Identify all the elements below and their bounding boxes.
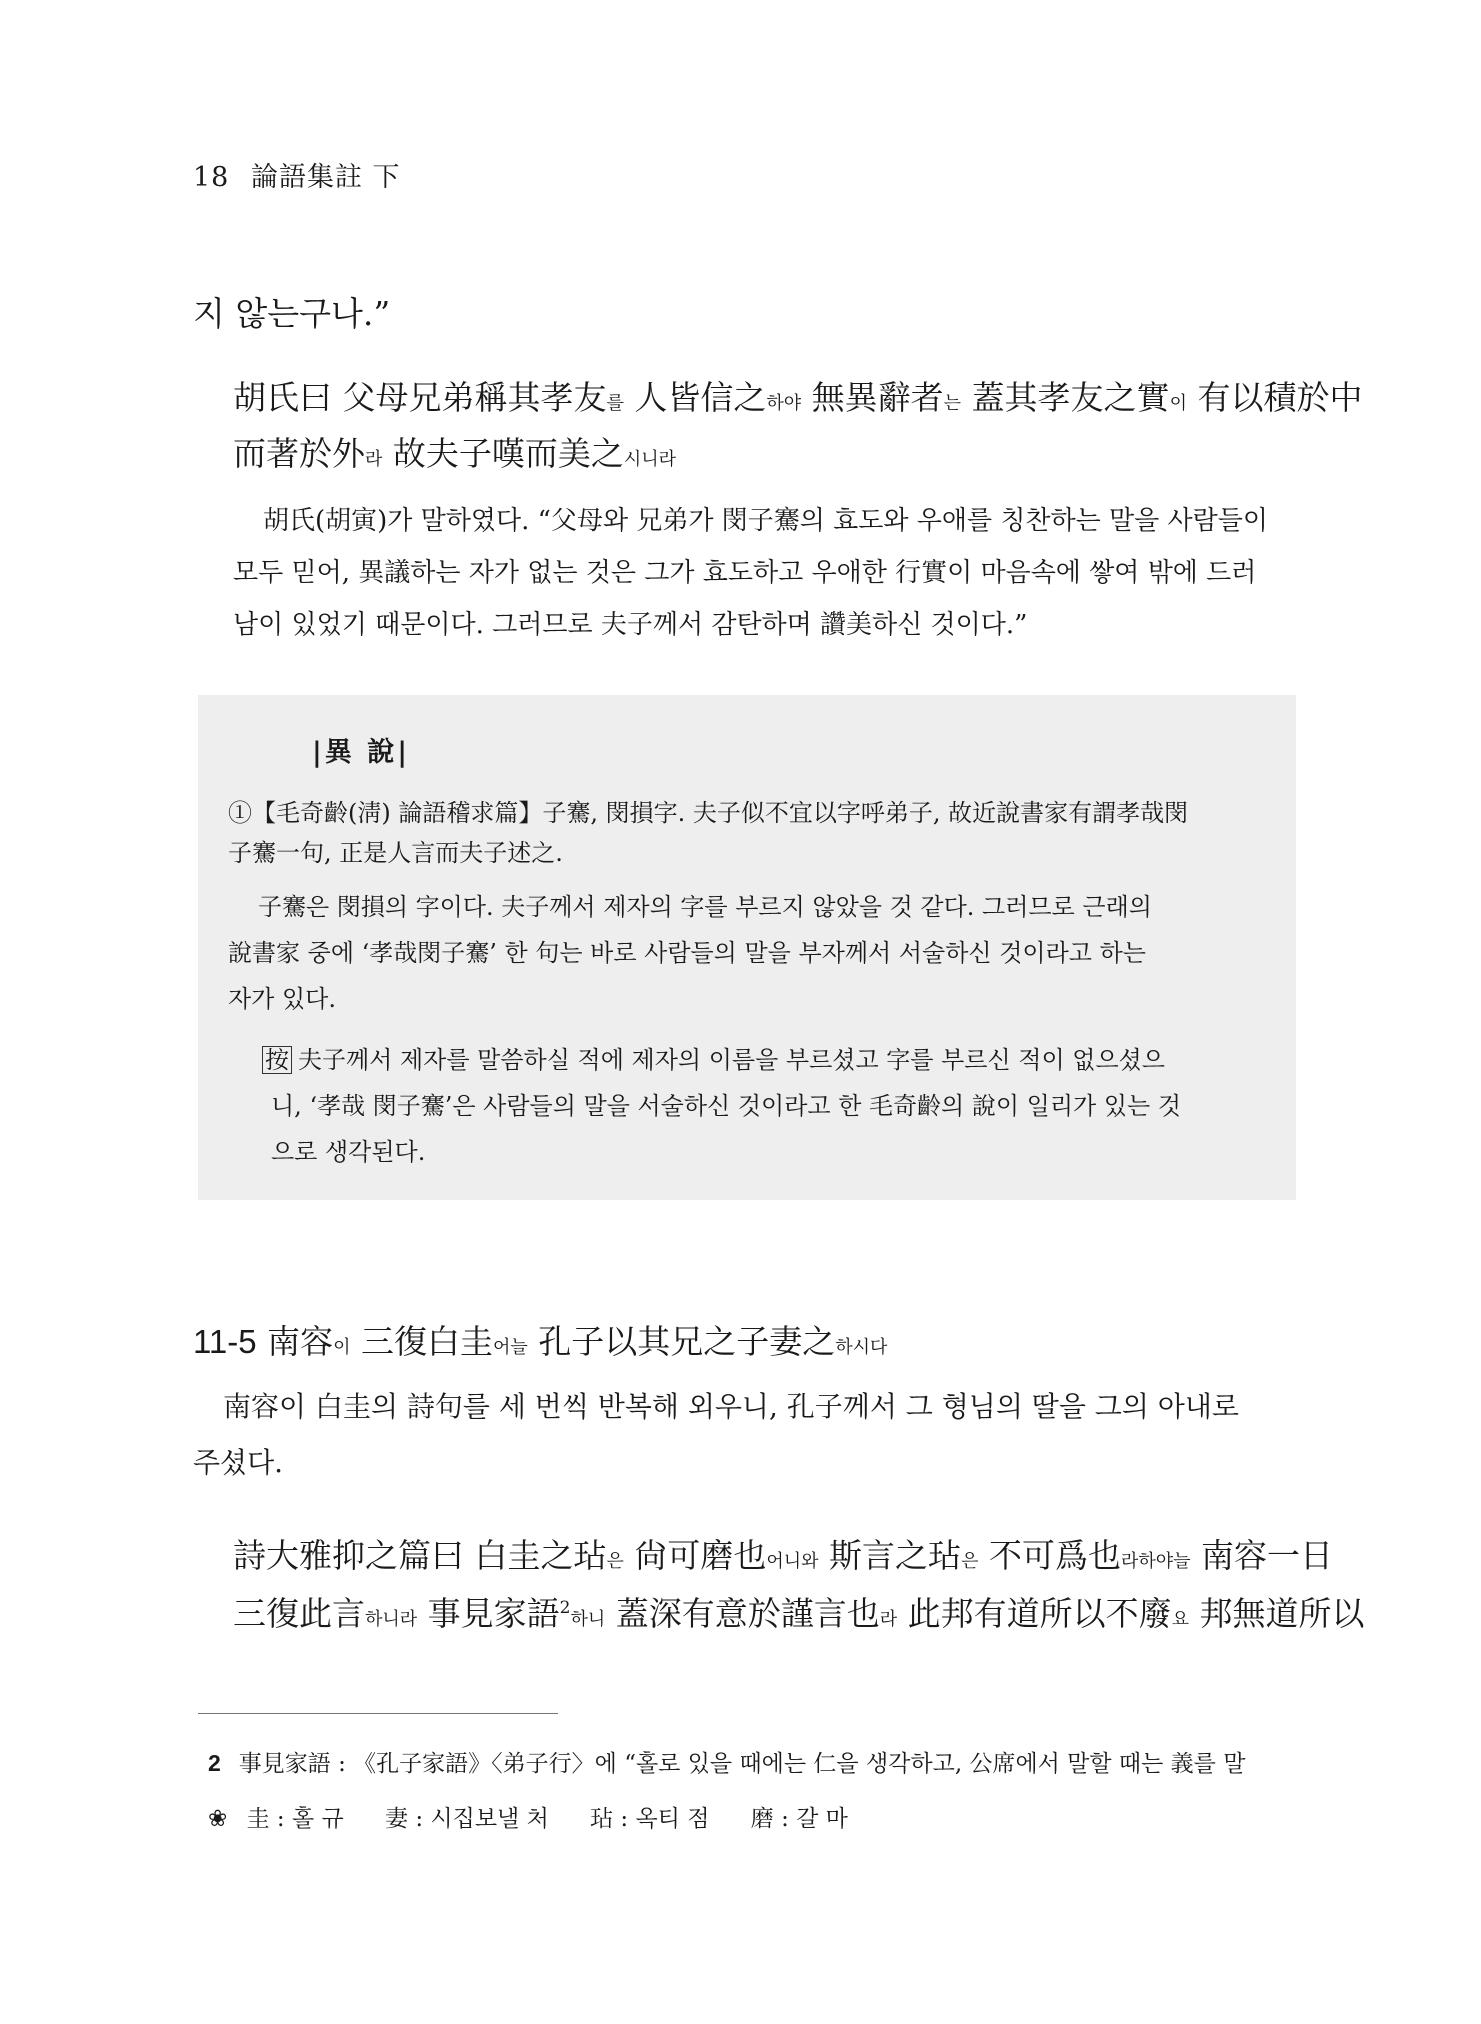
footnote-rule (198, 1713, 558, 1714)
ishuo-title: |異 說| (312, 737, 411, 768)
continuation-text: 지 않는구나.” (193, 294, 391, 333)
commentary-hu-line-1: 胡氏曰 父母兄弟稱其孝友를 人皆信之하야 無異辭者는 蓋其孝友之實이 有以積於中 (233, 378, 1363, 417)
footnote: 2 事見家語 : 《孔子家語》〈弟子行〉에 “홀로 있을 때에는 仁을 생각하고, 公席에서 말할 때는 義를 말 (208, 1750, 1246, 1777)
commentary-hu (233, 372, 1363, 482)
ishuo-item-1: ①【毛奇齡(淸) 論語稽求篇】子騫, 閔損字. 夫子似不宜以字呼弟子, 故近說書家有謂孝哉閔 子騫一句, 正是人言而夫子述之. (228, 799, 1189, 867)
page-number: 18 (193, 162, 230, 193)
commentary-hu-line-2: 而著於外라 故夫子嘆而美之시니라 (233, 434, 677, 473)
book-title: 論語集註 下 (250, 162, 401, 193)
commentary-hu-translation: 胡氏(胡寅)가 말하였다. “父母와 兄弟가 閔子騫의 효도와 우애를 칭찬하는 말을 사람들이 모두 믿어, 異議하는 자가 없는 것은 그가 효도하고 우애한 行實이 마음속에 쌓여 밖에 드러 남이 있었기 때문이다. 그러므로 夫子께서 감탄하며 讚美하신 것이다.” (233, 506, 1269, 640)
running-header (193, 155, 401, 194)
section-number: 11-5 (193, 1323, 257, 1360)
section-commentary: 詩大雅抑之篇曰 白圭之玷은 尙可磨也어니와 斯言之玷은 不可爲也라하야늘 南容一日 三復此言하니라 事見家語$^2$하니 蓋深有意於謹言也라 此邦有道所以不廢요 邦無道所以 (233, 1536, 1365, 1633)
character-gloss: ❀ 圭 : 홀 규 妻 : 시집보낼 처 玷 : 옥티 점 磨 : 갈 마 (208, 1806, 848, 1832)
ishuo-item-1-translation: 子騫은 閔損의 字이다. 夫子께서 제자의 字를 부르지 않았을 것 같다. 그러므로 근래의 說書家 중에 ‘孝哉閔子騫’ 한 句는 바로 사람들의 말을 부자께서 서술하신 것이라고 하는 자가 있다. (228, 893, 1152, 1013)
section-translation: 南容이 白圭의 詩句를 세 번씩 반복해 외우니, 孔子께서 그 형님의 딸을 그의 아내로 주셨다. (193, 1390, 1239, 1479)
footnote-number: 2 (208, 1750, 221, 1776)
flower-icon: ❀ (208, 1806, 228, 1832)
an-mark: 按 (262, 1046, 292, 1074)
section-heading: 11-5 南容이 三復白圭어늘 孔子以其兄之子妻之하시다 (193, 1322, 888, 1361)
footnote-ref[interactable]: 2 (559, 1598, 571, 1618)
ishuo-an-note: 按 夫子께서 제자를 말씀하실 적에 제자의 이름을 부르셨고 字를 부르신 적이 없으셨으 니, ‘孝哉 閔子騫’은 사람들의 말을 서술하신 것이라고 한 毛奇齡의 說이 일리가 있는 것 으로 생각된다. (262, 1040, 1262, 1165)
